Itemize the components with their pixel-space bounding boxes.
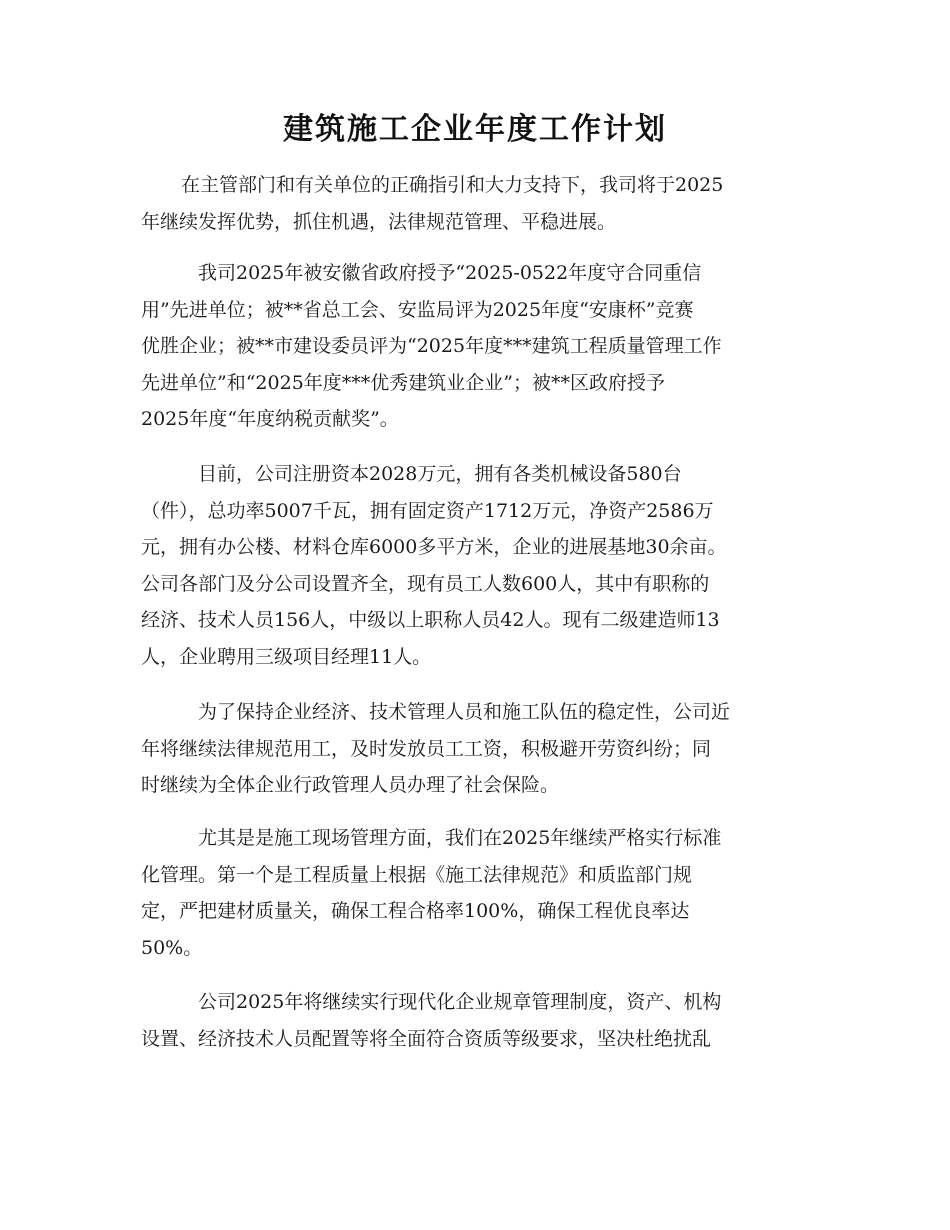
paragraph-line: 人，企业聘用三级项目经理11人。 [141, 645, 432, 668]
paragraph-line: 用”先进单位；被**省总工会、安监局评为2025年度“安康杯”竞赛 [141, 298, 694, 321]
paragraph-line: 经济、技术人员156人，中级以上职称人员42人。现有二级建造师13 [141, 609, 720, 632]
paragraph-3 [141, 456, 805, 676]
document-title: 建筑施工企业年度工作计划 [283, 112, 667, 147]
paragraph-line: 年继续发挥优势，抓住机遇，法律规范管理、平稳进展。 [141, 210, 617, 233]
paragraph-line: 公司2025年将继续实行现代化企业规章管理制度，资产、机构 [198, 991, 722, 1013]
paragraph-line: 为了保持企业经济、技术管理人员和施工队伍的稳定性，公司近 [198, 701, 731, 723]
paragraph-line: 我司2025年被安徽省政府授予“2025-0522年度守合同重信 [198, 262, 702, 284]
paragraph-line: 设置、经济技术人员配置等将全面符合资质等级要求，坚决杜绝扰乱 [141, 1027, 712, 1050]
paragraph-line: 化管理。第一个是工程质量上根据《施工法律规范》和质监部门规 [141, 863, 693, 886]
paragraph-line: 尤其是是施工现场管理方面，我们在2025年继续严格实行标准 [198, 827, 722, 849]
paragraph-1 [141, 167, 805, 240]
paragraph-line: 50%。 [141, 936, 203, 959]
paragraph-4 [141, 694, 805, 804]
paragraph-line: 在主管部门和有关单位的正确指引和大力支持下，我司将于2025 [181, 174, 724, 196]
paragraph-line: （件），总功率5007千瓦，拥有固定资产1712万元，净资产2586万 [141, 499, 714, 522]
paragraph-2 [141, 255, 805, 438]
paragraph-line: 优胜企业；被**市建设委员评为“2025年度***建筑工程质量管理工作 [141, 335, 722, 358]
paragraph-line: 定，严把建材质量关，确保工程合格率100%，确保工程优良率达 [141, 900, 690, 923]
paragraph-line: 时继续为全体企业行政管理人员办理了社会保险。 [141, 774, 560, 797]
paragraph-line: 年将继续法律规范用工，及时发放员工工资，积极避开劳资纠纷；同 [141, 737, 712, 760]
paragraph-line: 目前，公司注册资本2028万元，拥有各类机械设备580台 [198, 463, 682, 485]
paragraph-5 [141, 820, 805, 966]
paragraph-line: 先进单位”和“2025年度***优秀建筑业企业”；被**区政府授予 [141, 371, 665, 394]
paragraph-line: 公司各部门及分公司设置齐全，现有员工人数600人，其中有职称的 [141, 572, 710, 595]
paragraph-line: 2025年度“年度纳税贡献奖”。 [141, 408, 399, 431]
paragraph-line: 元，拥有办公楼、材料仓库6000多平方米，企业的进展基地30余亩。 [141, 536, 727, 559]
paragraph-6 [141, 984, 805, 1057]
